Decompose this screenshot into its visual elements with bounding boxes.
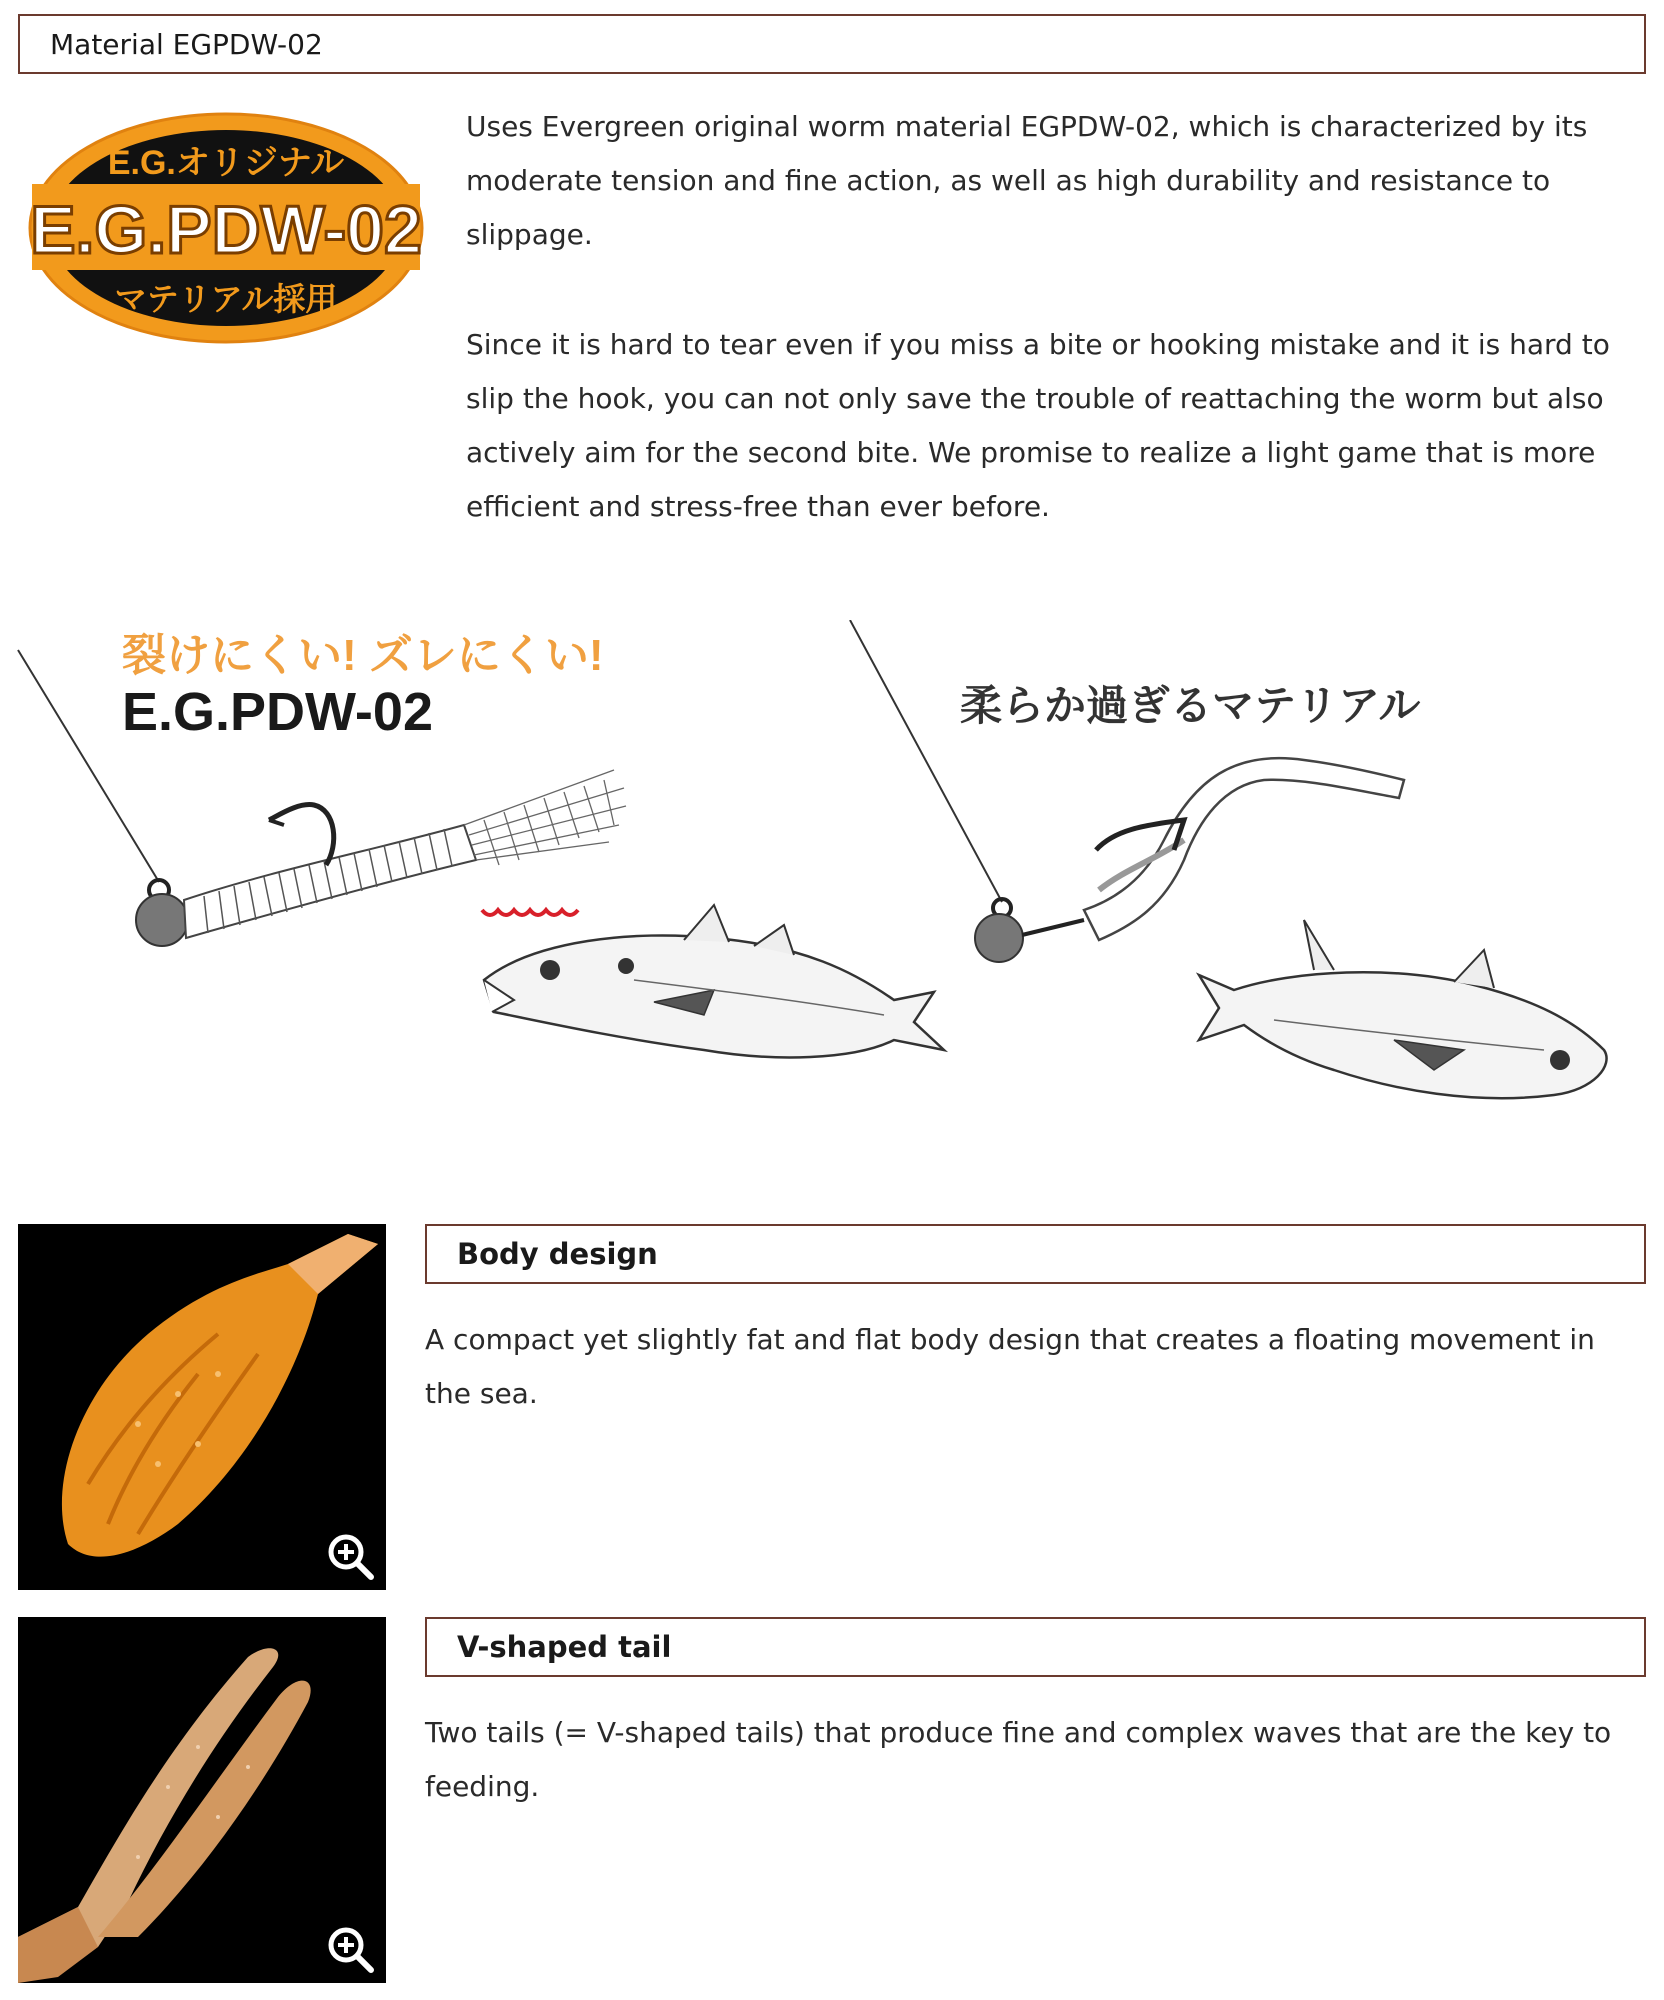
v-tail-text: Two tails (= V-shaped tails) that produce fine and complex waves that are the key to feeding. <box>425 1716 1612 1803</box>
section-title: Material EGPDW-02 <box>50 27 323 61</box>
material-paragraph-1: Uses Evergreen original worm material EGPDW-02, which is characterized by its moderate tension and fine action, as well as high durability and resistance to slippage. <box>466 110 1588 251</box>
svg-text:E.G.オリジナル: E.G.オリジナル <box>107 144 345 182</box>
section-header-material <box>18 14 1646 74</box>
section-title: Body design <box>457 1237 658 1271</box>
svg-text:E.G.PDW-02: E.G.PDW-02 <box>122 682 433 742</box>
material-comparison-illustration <box>14 620 1654 1160</box>
section-header-body-design <box>425 1224 1646 1284</box>
body-design-text: A compact yet slightly fat and flat body design that creates a floating movement in the sea. <box>425 1323 1595 1410</box>
section-title: V-shaped tail <box>457 1630 672 1664</box>
svg-text:裂けにくい! ズレにくい!: 裂けにくい! ズレにくい! <box>122 631 604 680</box>
v-tail-photo[interactable] <box>18 1617 386 1983</box>
zoom-in-icon[interactable] <box>326 1925 376 1975</box>
svg-text:E.G.PDW-02: E.G.PDW-02 <box>30 192 422 268</box>
svg-text:柔らか過ぎるマテリアル: 柔らか過ぎるマテリアル <box>960 682 1421 729</box>
zoom-in-icon[interactable] <box>326 1532 376 1582</box>
svg-text:マテリアル採用: マテリアル採用 <box>114 281 338 317</box>
section-header-v-tail <box>425 1617 1646 1677</box>
body-design-photo[interactable] <box>18 1224 386 1590</box>
egpdw-logo-badge <box>26 110 426 346</box>
material-paragraph-2: Since it is hard to tear even if you miss a bite or hooking mistake and it is hard to slip the hook, you can not only save the trouble of reattaching the worm but also actively aim for the second bite. We promise to realize a light game that is more efficient and stress-free than ever before. <box>466 328 1610 523</box>
